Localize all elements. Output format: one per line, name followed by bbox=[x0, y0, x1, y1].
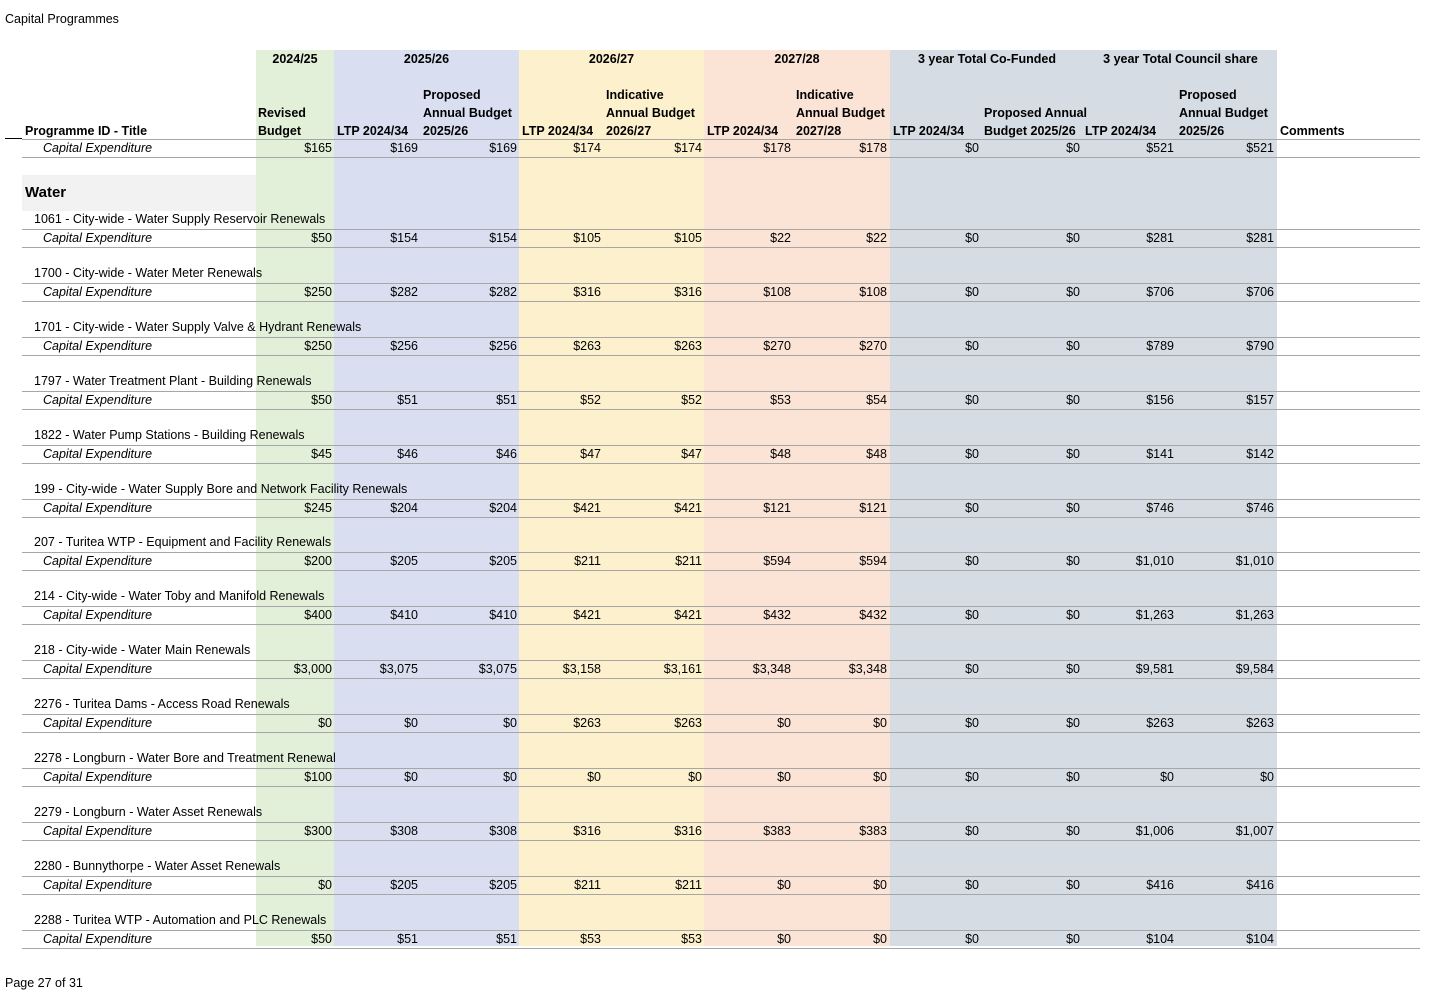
cell-indicative-2026: $263 bbox=[674, 716, 702, 730]
cell-ltp-2025: $3,075 bbox=[379, 662, 418, 676]
programme-title: 2280 - Bunnythorpe - Water Asset Renewals bbox=[34, 859, 281, 873]
row-rule bbox=[22, 948, 1420, 949]
page-number: Page 27 of 31 bbox=[5, 976, 83, 990]
cell-indicative-2026: $211 bbox=[675, 878, 702, 892]
cell-revised: $3,000 bbox=[293, 662, 332, 676]
programme-title: 1701 - City-wide - Water Supply Valve & Hydrant Renewals bbox=[34, 320, 362, 334]
cell-indicative-2027: $383 bbox=[859, 824, 887, 838]
programme-title: 2288 - Turitea WTP - Automation and PLC Renewals bbox=[34, 913, 327, 927]
cell-indicative-2026: $421 bbox=[674, 608, 702, 622]
cell-ltp-2027: $0 bbox=[777, 716, 791, 730]
programme-title: 2276 - Turitea Dams - Access Road Renewals bbox=[34, 697, 290, 711]
row-rule bbox=[22, 624, 1420, 625]
cell-revised: $250 bbox=[304, 339, 332, 353]
cell-proposed-cofunded: $0 bbox=[1066, 393, 1080, 407]
programme-title: 1797 - Water Treatment Plant - Building Renewals bbox=[34, 374, 312, 388]
row-label: Capital Expenditure bbox=[43, 878, 153, 892]
cell-ltp-cofunded: $0 bbox=[965, 608, 979, 622]
cell-ltp-2026: $3,158 bbox=[562, 662, 601, 676]
cell-indicative-2026: $174 bbox=[674, 141, 702, 155]
band-totals bbox=[890, 50, 1277, 946]
cell-ltp-2027: $0 bbox=[777, 932, 791, 946]
cell-ltp-council: $1,010 bbox=[1135, 554, 1174, 568]
table-row bbox=[0, 229, 1435, 247]
row-rule bbox=[22, 247, 1420, 248]
group-header-2026-27: 2026/27 bbox=[588, 52, 635, 66]
cell-ltp-2025: $51 bbox=[397, 393, 418, 407]
cell-ltp-cofunded: $0 bbox=[965, 393, 979, 407]
cell-ltp-2027: $121 bbox=[763, 501, 791, 515]
cell-indicative-2026: $421 bbox=[674, 501, 702, 515]
row-label: Capital Expenditure bbox=[43, 501, 153, 515]
cell-proposed-cofunded: $0 bbox=[1066, 878, 1080, 892]
programme-title: 218 - City-wide - Water Main Renewals bbox=[34, 643, 251, 657]
cell-ltp-council: $281 bbox=[1146, 231, 1174, 245]
cell-proposed-council: $1,010 bbox=[1235, 554, 1274, 568]
cell-ltp-cofunded: $0 bbox=[965, 716, 979, 730]
column-header-comments: Comments bbox=[1280, 124, 1345, 138]
cell-indicative-2027: $121 bbox=[859, 501, 887, 515]
cell-ltp-cofunded: $0 bbox=[965, 285, 979, 299]
table-row bbox=[0, 606, 1435, 624]
cell-indicative-2027: $54 bbox=[866, 393, 887, 407]
cell-ltp-2027: $48 bbox=[770, 447, 791, 461]
programme-title: 1700 - City-wide - Water Meter Renewals bbox=[34, 266, 263, 280]
table-row bbox=[0, 445, 1435, 463]
programme-title: 1822 - Water Pump Stations - Building Renewals bbox=[34, 428, 305, 442]
band-2024-25 bbox=[256, 50, 334, 946]
cell-proposed-cofunded: $0 bbox=[1066, 554, 1080, 568]
cell-indicative-2026: $52 bbox=[681, 393, 702, 407]
programme-title: 1061 - City-wide - Water Supply Reservoir Renewals bbox=[34, 212, 326, 226]
cell-proposed-2025: $256 bbox=[489, 339, 517, 353]
cell-proposed-council: $104 bbox=[1246, 932, 1274, 946]
cell-proposed-council: $9,584 bbox=[1235, 662, 1274, 676]
row-label: Capital Expenditure bbox=[43, 554, 153, 568]
cell-proposed-cofunded: $0 bbox=[1066, 662, 1080, 676]
cell-proposed-cofunded: $0 bbox=[1066, 608, 1080, 622]
cell-proposed-council: $281 bbox=[1246, 231, 1274, 245]
cell-indicative-2026: $47 bbox=[681, 447, 702, 461]
cell-indicative-2026: $3,161 bbox=[663, 662, 702, 676]
group-header-cofunded: 3 year Total Co-Funded bbox=[918, 52, 1056, 66]
cell-ltp-2027: $22 bbox=[770, 231, 791, 245]
column-header-ltp-2027: LTP 2024/34 bbox=[707, 124, 779, 138]
cell-ltp-2026: $174 bbox=[573, 141, 601, 155]
row-label: Capital Expenditure bbox=[43, 932, 153, 946]
cell-ltp-2027: $594 bbox=[763, 554, 791, 568]
cell-indicative-2027: $432 bbox=[859, 608, 887, 622]
cell-proposed-council: $521 bbox=[1246, 141, 1274, 155]
table-row bbox=[0, 822, 1435, 840]
cell-ltp-2027: $108 bbox=[763, 285, 791, 299]
cell-ltp-cofunded: $0 bbox=[965, 878, 979, 892]
cell-proposed-2025: $154 bbox=[489, 231, 517, 245]
cell-ltp-2026: $263 bbox=[573, 716, 601, 730]
cell-proposed-2025: $51 bbox=[496, 932, 517, 946]
cell-ltp-cofunded: $0 bbox=[965, 501, 979, 515]
cell-proposed-cofunded: $0 bbox=[1066, 824, 1080, 838]
cell-indicative-2027: $108 bbox=[859, 285, 887, 299]
programme-title: 2279 - Longburn - Water Asset Renewals bbox=[34, 805, 263, 819]
cell-ltp-council: $104 bbox=[1146, 932, 1174, 946]
group-header-2025-26: 2025/26 bbox=[403, 52, 450, 66]
programme-title: 214 - City-wide - Water Toby and Manifold Renewals bbox=[34, 589, 325, 603]
cell-ltp-2026: $211 bbox=[574, 554, 601, 568]
cell-ltp-2027: $0 bbox=[777, 878, 791, 892]
row-label: Capital Expenditure bbox=[43, 770, 153, 784]
column-header-indicative-2027: Indicative Annual Budget 2027/28 bbox=[796, 88, 885, 138]
column-header-ltp-2026: LTP 2024/34 bbox=[522, 124, 594, 138]
cell-indicative-2027: $0 bbox=[873, 716, 887, 730]
row-label: Capital Expenditure bbox=[43, 608, 153, 622]
cell-indicative-2027: $22 bbox=[866, 231, 887, 245]
row-label: Capital Expenditure bbox=[43, 716, 153, 730]
cell-ltp-cofunded: $0 bbox=[965, 447, 979, 461]
cell-ltp-council: $0 bbox=[1160, 770, 1174, 784]
cell-indicative-2026: $316 bbox=[674, 824, 702, 838]
row-rule bbox=[22, 409, 1420, 410]
table-row bbox=[0, 876, 1435, 894]
cell-ltp-2026: $52 bbox=[580, 393, 601, 407]
cell-ltp-2025: $256 bbox=[390, 339, 418, 353]
cell-ltp-2025: $0 bbox=[404, 716, 418, 730]
group-header-2027-28: 2027/28 bbox=[774, 52, 820, 66]
cell-ltp-2025: $308 bbox=[390, 824, 418, 838]
row-rule bbox=[22, 786, 1420, 787]
cell-indicative-2027: $178 bbox=[859, 141, 887, 155]
column-header-ltp-2025: LTP 2024/34 bbox=[337, 124, 409, 138]
group-header-council: 3 year Total Council share bbox=[1103, 52, 1258, 66]
cell-ltp-2026: $105 bbox=[573, 231, 601, 245]
cell-ltp-cofunded: $0 bbox=[965, 141, 979, 155]
cell-indicative-2026: $0 bbox=[688, 770, 702, 784]
cell-ltp-cofunded: $0 bbox=[965, 932, 979, 946]
cell-ltp-2027: $432 bbox=[763, 608, 791, 622]
row-label: Capital Expenditure bbox=[43, 447, 153, 461]
programme-title: 207 - Turitea WTP - Equipment and Facility Renewals bbox=[34, 535, 332, 549]
cell-ltp-2025: $204 bbox=[390, 501, 418, 515]
cell-ltp-cofunded: $0 bbox=[965, 770, 979, 784]
cell-proposed-council: $416 bbox=[1246, 878, 1274, 892]
column-header-ltp-council: LTP 2024/34 bbox=[1085, 124, 1157, 138]
cell-ltp-cofunded: $0 bbox=[965, 824, 979, 838]
cell-ltp-2025: $205 bbox=[390, 554, 418, 568]
cell-ltp-2026: $316 bbox=[573, 285, 601, 299]
cell-ltp-council: $141 bbox=[1146, 447, 1174, 461]
row-rule bbox=[22, 678, 1420, 679]
cell-revised: $0 bbox=[318, 878, 332, 892]
table-row bbox=[0, 499, 1435, 517]
row-rule bbox=[22, 570, 1420, 571]
cell-ltp-council: $521 bbox=[1146, 141, 1174, 155]
row-rule bbox=[22, 355, 1420, 356]
row-rule bbox=[22, 732, 1420, 733]
cell-indicative-2026: $105 bbox=[674, 231, 702, 245]
cell-proposed-2025: $51 bbox=[496, 393, 517, 407]
column-header-indicative-2026: Indicative Annual Budget 2026/27 bbox=[606, 88, 695, 138]
cell-proposed-2025: $282 bbox=[489, 285, 517, 299]
cell-ltp-council: $263 bbox=[1146, 716, 1174, 730]
table-row bbox=[0, 552, 1435, 570]
cell-proposed-cofunded: $0 bbox=[1066, 932, 1080, 946]
row-rule bbox=[22, 894, 1420, 895]
table-row bbox=[0, 660, 1435, 678]
cell-proposed-council: $142 bbox=[1246, 447, 1274, 461]
column-header-proposed-2025: Proposed Annual Budget 2025/26 bbox=[423, 88, 512, 138]
cell-proposed-cofunded: $0 bbox=[1066, 447, 1080, 461]
cell-indicative-2026: $316 bbox=[674, 285, 702, 299]
cell-ltp-2027: $178 bbox=[763, 141, 791, 155]
table-row bbox=[0, 337, 1435, 355]
row-label: Capital Expenditure bbox=[43, 339, 153, 353]
cell-revised: $50 bbox=[311, 393, 332, 407]
row-label: Capital Expenditure bbox=[43, 285, 153, 299]
cell-proposed-cofunded: $0 bbox=[1066, 501, 1080, 515]
cell-proposed-cofunded: $0 bbox=[1066, 716, 1080, 730]
band-2026-27 bbox=[519, 50, 704, 946]
cell-proposed-council: $1,007 bbox=[1235, 824, 1274, 838]
cell-proposed-2025: $205 bbox=[489, 554, 517, 568]
cell-ltp-2025: $205 bbox=[390, 878, 418, 892]
cell-ltp-2025: $46 bbox=[397, 447, 418, 461]
row-label: Capital Expenditure bbox=[43, 393, 153, 407]
cell-indicative-2027: $270 bbox=[859, 339, 887, 353]
row-rule bbox=[22, 517, 1420, 518]
column-header-proposed-cofunded: Proposed Annual Budget 2025/26 bbox=[984, 106, 1088, 138]
table-row bbox=[0, 930, 1435, 948]
cell-proposed-council: $706 bbox=[1246, 285, 1274, 299]
cell-ltp-2027: $383 bbox=[763, 824, 791, 838]
cell-ltp-2026: $211 bbox=[574, 878, 601, 892]
row-label: Capital Expenditure bbox=[43, 231, 153, 245]
cell-revised: $45 bbox=[311, 447, 332, 461]
cell-revised: $200 bbox=[304, 554, 332, 568]
cell-ltp-council: $746 bbox=[1146, 501, 1174, 515]
cell-proposed-council: $263 bbox=[1246, 716, 1274, 730]
cell-indicative-2026: $263 bbox=[674, 339, 702, 353]
cell-ltp-2027: $53 bbox=[770, 393, 791, 407]
table-row bbox=[0, 283, 1435, 301]
cell-proposed-2025: $0 bbox=[503, 716, 517, 730]
cell-ltp-2026: $421 bbox=[573, 608, 601, 622]
cell-ltp-council: $9,581 bbox=[1135, 662, 1174, 676]
cell-proposed-2025: $3,075 bbox=[478, 662, 517, 676]
table-row bbox=[0, 391, 1435, 409]
cell-ltp-2026: $53 bbox=[580, 932, 601, 946]
cell-indicative-2027: $0 bbox=[873, 878, 887, 892]
cell-revised: $50 bbox=[311, 932, 332, 946]
cell-ltp-2025: $51 bbox=[397, 932, 418, 946]
cell-revised: $245 bbox=[304, 501, 332, 515]
cell-ltp-2026: $316 bbox=[573, 824, 601, 838]
cell-indicative-2027: $0 bbox=[873, 932, 887, 946]
programme-title: 2278 - Longburn - Water Bore and Treatment Renewal bbox=[34, 751, 336, 765]
cell-proposed-cofunded: $0 bbox=[1066, 141, 1080, 155]
cell-proposed-2025: $308 bbox=[489, 824, 517, 838]
cell-ltp-2025: $0 bbox=[404, 770, 418, 784]
cell-ltp-council: $156 bbox=[1146, 393, 1174, 407]
column-header-ltp-cofunded: LTP 2024/34 bbox=[893, 124, 965, 138]
cell-ltp-2025: $282 bbox=[390, 285, 418, 299]
cell-indicative-2027: $3,348 bbox=[848, 662, 887, 676]
cell-proposed-council: $1,263 bbox=[1235, 608, 1274, 622]
cell-ltp-cofunded: $0 bbox=[965, 339, 979, 353]
document-title: Capital Programmes bbox=[5, 12, 119, 26]
cell-proposed-council: $0 bbox=[1260, 770, 1274, 784]
cell-proposed-2025: $410 bbox=[489, 608, 517, 622]
cell-ltp-2027: $270 bbox=[763, 339, 791, 353]
cell-indicative-2027: $48 bbox=[866, 447, 887, 461]
table-row bbox=[0, 714, 1435, 732]
cell-proposed-cofunded: $0 bbox=[1066, 770, 1080, 784]
cell-proposed-2025: $0 bbox=[503, 770, 517, 784]
cell-ltp-2026: $421 bbox=[573, 501, 601, 515]
band-2025-26 bbox=[334, 50, 519, 946]
row-rule bbox=[22, 840, 1420, 841]
cell-proposed-2025: $169 bbox=[489, 141, 517, 155]
cell-ltp-2026: $0 bbox=[587, 770, 601, 784]
column-header-title: Programme ID - Title bbox=[25, 124, 148, 138]
cell-ltp-council: $1,006 bbox=[1135, 824, 1174, 838]
programme-title: 199 - City-wide - Water Supply Bore and Network Facility Renewals bbox=[34, 482, 408, 496]
row-rule bbox=[22, 301, 1420, 302]
cell-revised: $0 bbox=[318, 716, 332, 730]
row-rule bbox=[22, 463, 1420, 464]
cell-revised: $250 bbox=[304, 285, 332, 299]
section-title: Water bbox=[25, 184, 67, 201]
cell-ltp-council: $416 bbox=[1146, 878, 1174, 892]
cell-proposed-2025: $46 bbox=[496, 447, 517, 461]
cell-ltp-2026: $47 bbox=[580, 447, 601, 461]
cell-revised: $300 bbox=[304, 824, 332, 838]
table-row bbox=[0, 139, 1435, 157]
cell-ltp-2027: $3,348 bbox=[752, 662, 791, 676]
cell-ltp-cofunded: $0 bbox=[965, 231, 979, 245]
row-rule bbox=[22, 157, 1420, 158]
cell-proposed-2025: $204 bbox=[489, 501, 517, 515]
cell-ltp-2025: $410 bbox=[390, 608, 418, 622]
cell-proposed-council: $157 bbox=[1246, 393, 1274, 407]
cell-proposed-cofunded: $0 bbox=[1066, 285, 1080, 299]
cell-proposed-cofunded: $0 bbox=[1066, 231, 1080, 245]
group-header-2024-25: 2024/25 bbox=[272, 52, 318, 66]
table-row bbox=[0, 768, 1435, 786]
column-header-proposed-council: Proposed Annual Budget 2025/26 bbox=[1179, 88, 1268, 138]
cell-proposed-council: $790 bbox=[1246, 339, 1274, 353]
row-label: Capital Expenditure bbox=[43, 824, 153, 838]
cell-ltp-cofunded: $0 bbox=[965, 554, 979, 568]
cell-ltp-council: $706 bbox=[1146, 285, 1174, 299]
cell-ltp-cofunded: $0 bbox=[965, 662, 979, 676]
cell-indicative-2026: $53 bbox=[681, 932, 702, 946]
row-label: Capital Expenditure bbox=[43, 141, 153, 155]
cell-ltp-2025: $154 bbox=[390, 231, 418, 245]
cell-revised: $50 bbox=[311, 231, 332, 245]
cell-ltp-council: $1,263 bbox=[1135, 608, 1174, 622]
cell-ltp-2027: $0 bbox=[777, 770, 791, 784]
cell-indicative-2027: $0 bbox=[873, 770, 887, 784]
cell-proposed-2025: $205 bbox=[489, 878, 517, 892]
row-label: Capital Expenditure bbox=[43, 662, 153, 676]
column-header-revised: Revised Budget bbox=[258, 106, 306, 138]
cell-ltp-2026: $263 bbox=[573, 339, 601, 353]
cell-ltp-2025: $169 bbox=[390, 141, 418, 155]
cell-proposed-cofunded: $0 bbox=[1066, 339, 1080, 353]
band-2027-28 bbox=[704, 50, 890, 946]
cell-revised: $100 bbox=[304, 770, 332, 784]
cell-ltp-council: $789 bbox=[1146, 339, 1174, 353]
cell-revised: $165 bbox=[304, 141, 332, 155]
cell-indicative-2027: $594 bbox=[859, 554, 887, 568]
cell-proposed-council: $746 bbox=[1246, 501, 1274, 515]
cell-revised: $400 bbox=[304, 608, 332, 622]
cell-indicative-2026: $211 bbox=[675, 554, 702, 568]
